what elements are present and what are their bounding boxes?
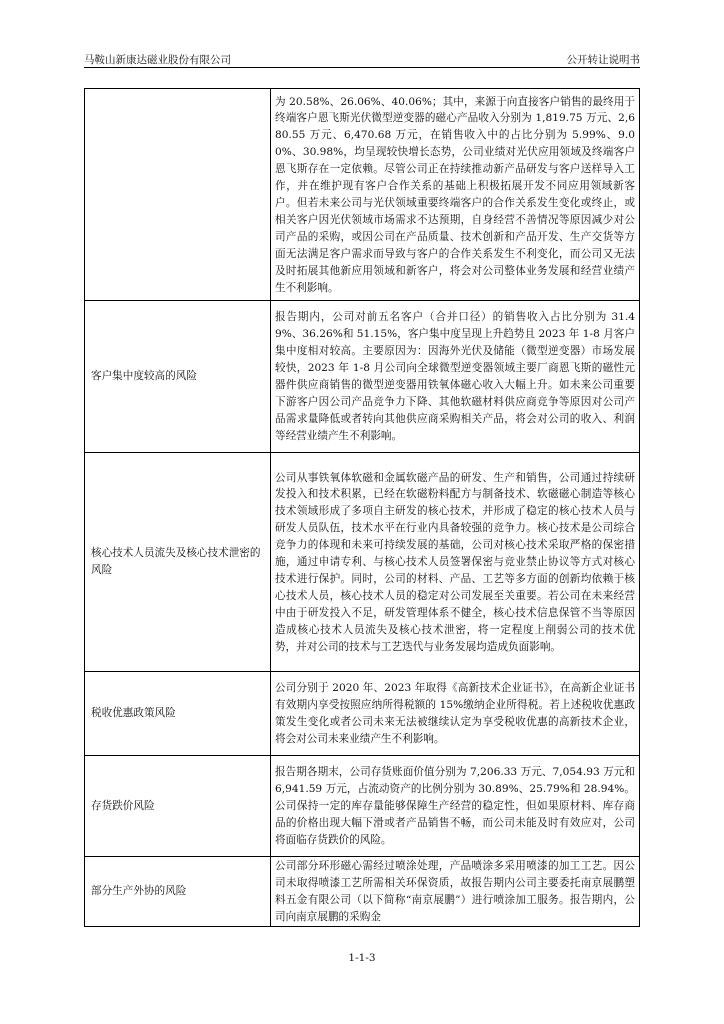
table-row: [85, 301, 640, 453]
risk-description: 公司分别于 2020 年、2023 年取得《高新技术企业证书》，在高新企业证书有效期内享受按照应纳所得税额的 15%缴纳企业所得税。若上述税收优惠政策发生变化或者公司未来无法被继续认定为享受税收优惠的高新技术企业，将会对公司未来业绩产生不利影响。: [271, 672, 640, 756]
table-row: [85, 453, 640, 672]
risk-name: 客户集中度较高的风险: [85, 301, 271, 453]
table-row: [85, 756, 640, 857]
risk-name: 核心技术人员流失及核心技术泄密的风险: [85, 453, 271, 672]
document-title: 公开转让说明书: [566, 54, 640, 66]
risk-name: 存货跌价风险: [85, 756, 271, 857]
risk-description: 公司从事铁氧体软磁和金属软磁产品的研发、生产和销售，公司通过持续研发投入和技术积累，已经在软磁粉料配方与制备技术、软磁磁心制造等核心技术领域形成了多项自主研发的核心技术，并形成了稳定的核心技术人员与研发人员队伍，技术水平在行业内具备较强的竞争力。核心技术是公司综合竞争力的体现和未来可持续发展的基础，公司对核心技术采取严格的保密措施，通过申请专利、与核心技术人员签署保密与竞业禁止协议等方式对核心技术进行保护。同时，公司的材料、产品、工艺等多方面的创新均依赖于核心技术人员，核心技术人员的稳定对公司发展至关重要。若公司在未来经营中由于研发投入不足，研发管理体系不健全，核心技术信息保管不当等原因造成核心技术人员流失及核心技术泄密，将一定程度上削弱公司的技术优势，并对公司的技术与工艺迭代与业务发展均造成负面影响。: [271, 453, 640, 672]
risk-description: 报告期各期末，公司存货账面价值分别为 7,206.33 万元、7,054.93 万元和 6,941.59 万元，占流动资产的比例分别为 30.89%、25.79%和 28.94%。公司保持一定的库存量能够保障生产经营的稳定性，但如果原材料、库存商品的价格出现大幅下滑或者产品销售不畅，而公司未能及时有效应对，公司将面临存货跌价的风险。: [271, 756, 640, 857]
company-name: 马鞍山新康达磁业股份有限公司: [84, 54, 231, 66]
header-divider: [84, 67, 640, 68]
risk-table: [84, 88, 640, 927]
risk-name: [85, 89, 271, 301]
risk-description: 公司部分环形磁心需经过喷涂处理，产品喷涂多采用喷漆的加工工艺。因公司未取得喷漆工艺所需相关环保资质，故报告期内公司主要委托南京展鹏塑料五金有限公司（以下简称“南京展鹏”）进行喷涂加工服务。报告期内，公司向南京展鹏的采购金: [271, 857, 640, 927]
page-header: [84, 52, 640, 66]
risk-name: 部分生产外协的风险: [85, 857, 271, 927]
risk-name: 税收优惠政策风险: [85, 672, 271, 756]
table-row: [85, 672, 640, 756]
table-row: [85, 857, 640, 927]
page-number: 1-1-3: [348, 952, 376, 964]
table-row: [85, 89, 640, 301]
risk-description: 报告期内，公司对前五名客户（合并口径）的销售收入占比分别为 31.49%、36.26%和 51.15%，客户集中度呈现上升趋势且 2023 年 1-8 月客户集中度相对较高。主要原因为：因海外光伏及储能（微型逆变器）市场发展较快，2023 年 1-8 月公司向全球微型逆变器领域主要厂商恩飞斯的磁性元器件供应商销售的微型逆变器用铁氧体磁心收入大幅上升。如未来公司重要下游客户因公司产品竞争力下降、其他软磁材料供应商竞争等原因对公司产品需求量降低或者转向其他供应商采购相关产品，将会对公司的收入、利润等经营业绩产生不利影响。: [271, 301, 640, 453]
risk-description: 为 20.58%、26.06%、40.06%；其中，来源于向直接客户销售的最终用于终端客户恩飞斯光伏微型逆变器的磁心产品收入分别为 1,819.75 万元、2,680.55 万元、6,470.68 万元，在销售收入中的占比分别为 5.99%、9.00%、30.98%，均呈现较快增长态势，公司业绩对光伏应用领域及终端客户恩飞斯存在一定依赖。尽管公司正在持续推动新产品研发与客户送样导入工作，并在维护现有客户合作关系的基础上积极拓展开发不同应用领域新客户。但若未来公司与光伏领域重要终端客户的合作关系发生变化或终止，或相关客户因光伏领域市场需求不达预期，自身经营不善情况等原因减少对公司产品的采购，或因公司在产品质量、技术创新和产品开发、生产交货等方面无法满足客户需求而导致与客户的合作关系发生不利变化，而公司又无法及时拓展其他新应用领域和新客户，将会对公司整体业务发展和经营业绩产生不利影响。: [271, 89, 640, 301]
